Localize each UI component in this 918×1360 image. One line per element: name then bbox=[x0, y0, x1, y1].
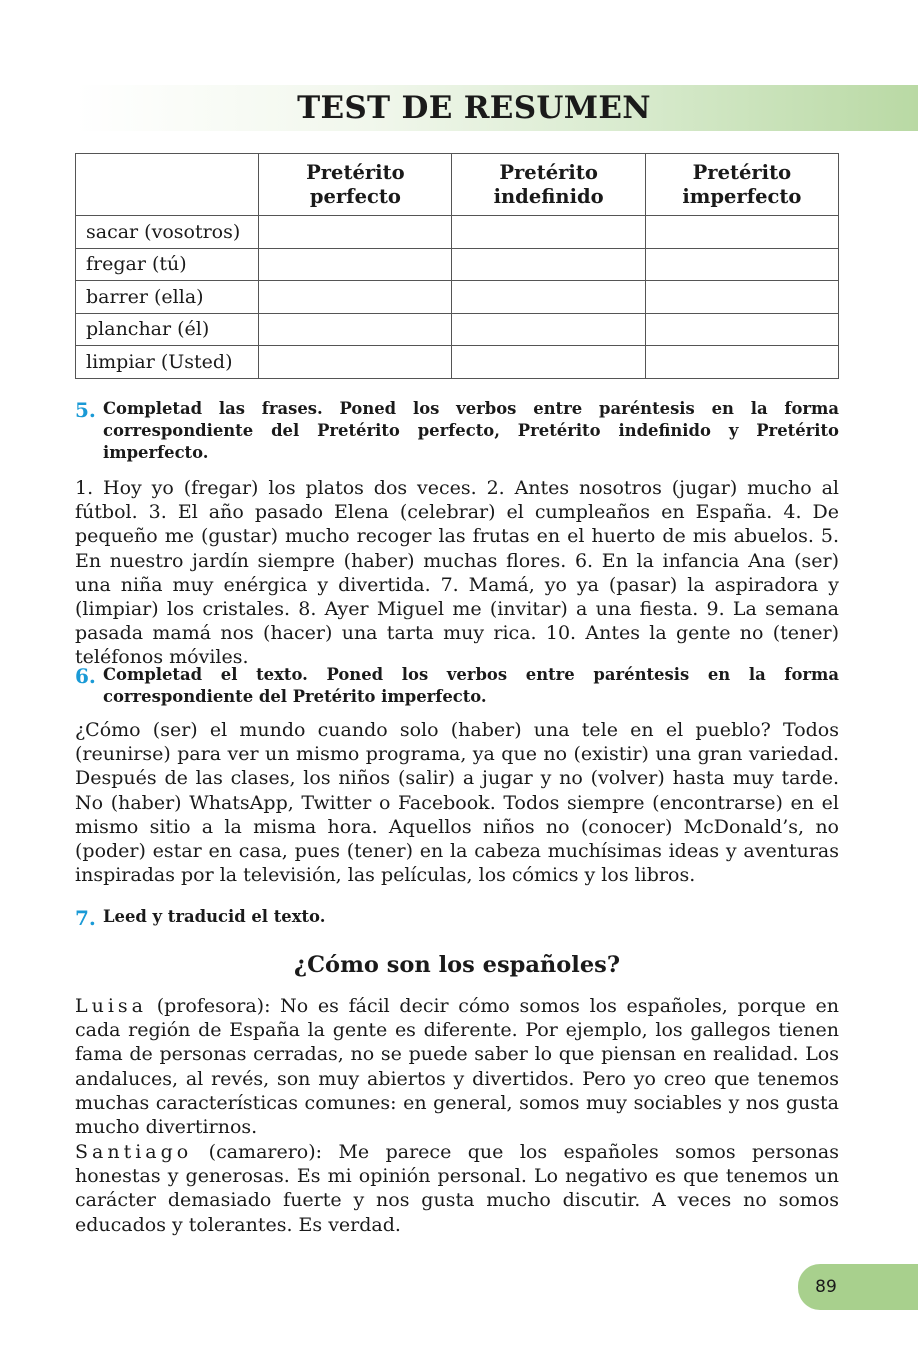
answer-cell[interactable] bbox=[645, 248, 838, 281]
answer-cell[interactable] bbox=[645, 313, 838, 346]
task-5-number: 5. bbox=[75, 398, 96, 422]
reading-title: ¿Cómo son los españoles? bbox=[293, 952, 621, 978]
task-6-instruction: Completad el texto. Poned los verbos entre paréntesis en la forma correspondiente del Pretérito imperfecto. bbox=[103, 665, 839, 706]
speaker-name: Santiago bbox=[75, 1141, 193, 1163]
page-number-tab bbox=[798, 1264, 918, 1310]
speaker-name: Luisa bbox=[75, 995, 148, 1017]
answer-cell[interactable] bbox=[645, 216, 838, 249]
table-row bbox=[76, 216, 839, 249]
table-row-label: fregar (tú) bbox=[76, 248, 259, 281]
conjugation-table bbox=[75, 153, 839, 379]
answer-cell[interactable] bbox=[452, 346, 645, 379]
task-6-number: 6. bbox=[75, 664, 96, 688]
answer-cell[interactable] bbox=[259, 313, 452, 346]
table-row bbox=[76, 248, 839, 281]
task-6-text: ¿Cómo (ser) el mundo cuando solo (haber) una tele en el pueblo? Todos (reunirse) para ver un mismo programa, ya que no (existir) una gran variedad. Después de las clases, los niños (salir) a jugar y no (volver) hasta muy tarde. No (haber) WhatsApp, Twitter o Facebook. Todos siempre (encontrarse) en el mismo sitio a la misma hora. Aquellos niños no (conocer) McDonald’s, no (poder) estar en casa, pues (tener) en la cabeza muchísimas ideas y aventuras inspiradas por la televisión, las películas, los cómics y los libros. bbox=[75, 719, 839, 887]
reading-paragraph-1 bbox=[75, 994, 839, 1139]
speech-text: (profesora): No es fácil decir cómo somos los españoles, porque en cada región de España la gente es diferente. Por ejemplo, los gallegos tienen fama de personas cerradas, no se puede saber lo que piensan en realidad. Los andaluces, al revés, son muy abiertos y divertidos. Pero yo creo que tenemos muchas características comunes: en general, somos muy sociables y nos gusta mucho divertirnos. bbox=[75, 995, 839, 1139]
page-title: TEST DE RESUMEN bbox=[297, 90, 651, 126]
answer-cell[interactable] bbox=[452, 216, 645, 249]
table-row bbox=[76, 313, 839, 346]
page-number: 89 bbox=[815, 1277, 837, 1297]
answer-cell[interactable] bbox=[259, 346, 452, 379]
table-row-label: sacar (vosotros) bbox=[76, 216, 259, 249]
table-row bbox=[76, 346, 839, 379]
table-header-perfecto: Pretérito perfecto bbox=[259, 154, 452, 216]
answer-cell[interactable] bbox=[645, 346, 838, 379]
answer-cell[interactable] bbox=[452, 281, 645, 314]
answer-cell[interactable] bbox=[259, 281, 452, 314]
answer-cell[interactable] bbox=[645, 281, 838, 314]
answer-cell[interactable] bbox=[259, 216, 452, 249]
table-header-row bbox=[76, 154, 839, 216]
task-7-number: 7. bbox=[75, 906, 96, 930]
task-6-heading bbox=[75, 664, 839, 708]
task-7-instruction: Leed y traducid el texto. bbox=[103, 907, 326, 926]
task-7-heading bbox=[75, 906, 839, 928]
table-header-imperfecto: Pretérito imperfecto bbox=[645, 154, 838, 216]
table-row-label: planchar (él) bbox=[76, 313, 259, 346]
answer-cell[interactable] bbox=[452, 313, 645, 346]
title-banner bbox=[75, 85, 918, 131]
reading-paragraph-2 bbox=[75, 1140, 839, 1237]
table-row bbox=[76, 281, 839, 314]
task-5-heading bbox=[75, 398, 839, 464]
table-row-label: limpiar (Usted) bbox=[76, 346, 259, 379]
answer-cell[interactable] bbox=[452, 248, 645, 281]
task-5-instruction: Completad las frases. Poned los verbos entre paréntesis en la forma correspondiente del Pretérito perfecto, Pretérito indefinido y Pretérito imperfecto. bbox=[103, 399, 839, 462]
answer-cell[interactable] bbox=[259, 248, 452, 281]
table-row-label: barrer (ella) bbox=[76, 281, 259, 314]
table-header-indefinido: Pretérito indefinido bbox=[452, 154, 645, 216]
task-5-text: 1. Hoy yo (fregar) los platos dos veces. 2. Antes nosotros (jugar) mucho al fútbol. 3. El año pasado Elena (celebrar) el cumpleaños en España. 4. De pequeño me (gustar) mucho recoger las frutas en el huerto de mis abuelos. 5. En nuestro jardín siempre (haber) muchas flores. 6. En la infancia Ana (ser) una niña muy enérgica y divertida. 7. Mamá, yo ya (pasar) la aspiradora y (limpiar) los cristales. 8. Ayer Miguel me (invitar) a una fiesta. 9. La semana pasada mamá nos (hacer) una tarta muy rica. 10. Antes la gente no (tener) teléfonos móviles. bbox=[75, 477, 839, 669]
speech-text: (camarero): Me parece que los españoles somos personas honestas y generosas. Es mi opinión personal. Lo negativo es que tenemos un carácter demasiado fuerte y nos gusta mucho discutir. A veces no somos educados y tolerantes. Es verdad. bbox=[75, 1141, 839, 1236]
table-header-empty bbox=[76, 154, 259, 216]
